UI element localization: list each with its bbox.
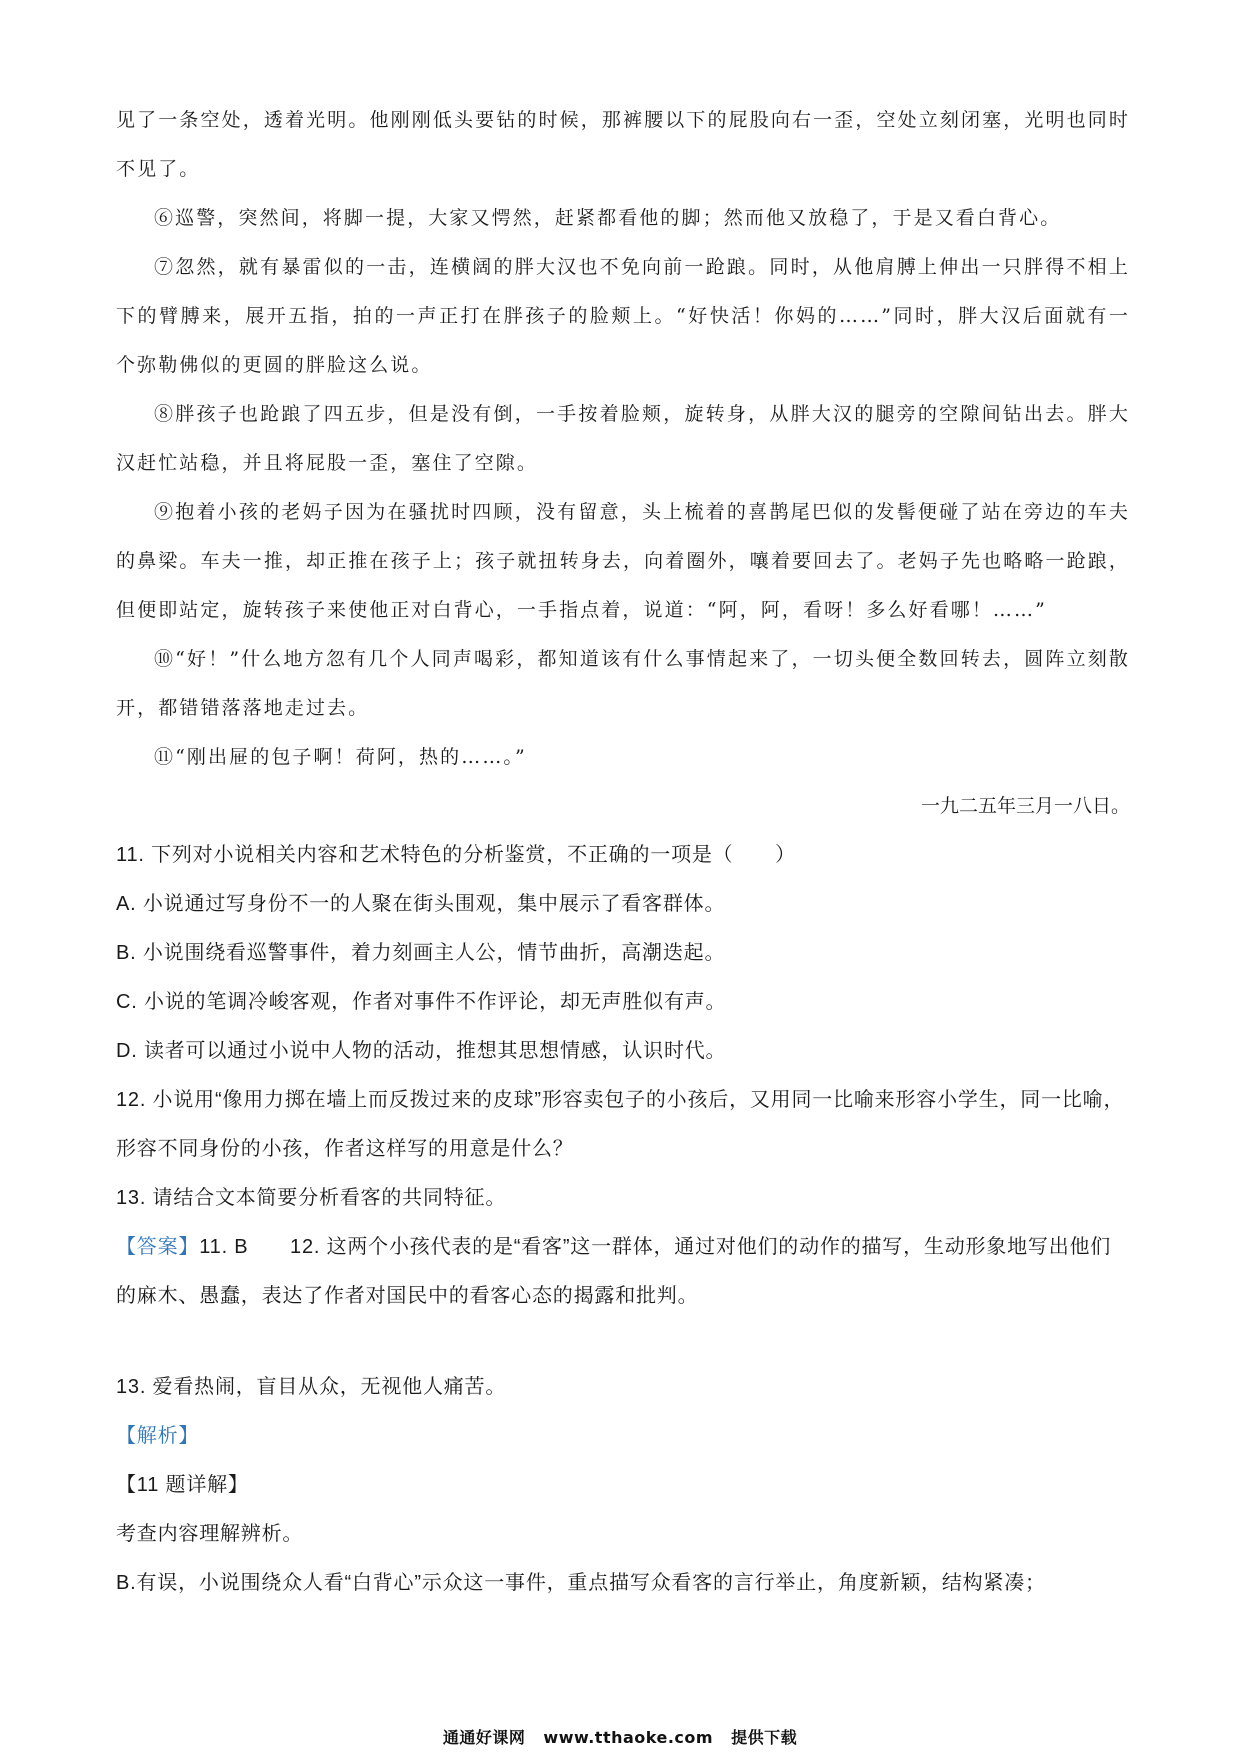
question-11-option-b: B. 小说围绕看巡警事件，着力刻画主人公，情节曲折，高潮迭起。: [116, 942, 726, 964]
page-footer: [0, 1725, 1240, 1748]
document-page: [116, 96, 1130, 1608]
story-paragraph-9: ⑨抱着小孩的老妈子因为在骚扰时四顾，没有留意，头上梳着的喜鹊尾巴似的发髻便碰了站在旁边的车夫的鼻梁。车夫一推，却正推在孩子上；孩子就扭转身去，向着圈外，嚷着要回去了。老妈子先也略略一跄踉，但便即站定，旋转孩子来使他正对白背心，一手指点着，说道：“阿，阿，看呀！多么好看哪！……”: [116, 501, 1130, 621]
question-11-option-d: D. 读者可以通过小说中人物的活动，推想其思想情感，认识时代。: [116, 1040, 727, 1062]
story-paragraph-8: ⑧胖孩子也跄踉了四五步，但是没有倒，一手按着脸颊，旋转身，从胖大汉的腿旁的空隙间钻出去。胖大汉赶忙站稳，并且将屁股一歪，塞住了空隙。: [116, 403, 1130, 474]
story-paragraph-7: ⑦忽然，就有暴雷似的一击，连横阔的胖大汉也不免向前一跄踉。同时，从他肩膊上伸出一只胖得不相上下的臂膊来，展开五指，拍的一声正打在胖孩子的脸颊上。“好快活！你妈的……”同时，胖大汉后面就有一个弥勒佛似的更圆的胖脸这么说。: [116, 256, 1130, 376]
story-paragraph-6: ⑥巡警，突然间，将脚一提，大家又愕然，赶紧都看他的脚；然而他又放稳了，于是又看白背心。: [154, 207, 1062, 229]
story-paragraph-10: ⑩“好！”什么地方忽有几个人同声喝彩，都知道该有什么事情起来了，一切头便全数回转去，圆阵立刻散开，都错错落落地走过去。: [116, 648, 1130, 719]
analysis-q11-option-b: B.有误，小说围绕众人看“白背心”示众这一事件，重点描写众看客的言行举止，角度新颖，结构紧凑；: [116, 1572, 1046, 1594]
question-11-option-a: A. 小说通过写身份不一的人聚在街头围观，集中展示了看客群体。: [116, 893, 726, 915]
answer-label: 【答案】: [116, 1236, 200, 1258]
analysis-label: 【解析】: [116, 1425, 200, 1447]
answer-13: 13. 爱看热闹，盲目从众，无视他人痛苦。: [116, 1376, 507, 1398]
analysis-q11-type: 考查内容理解辨析。: [116, 1523, 304, 1545]
answer-block: [116, 1223, 1130, 1321]
question-13: 13. 请结合文本简要分析看客的共同特征。: [116, 1187, 507, 1209]
spacer: [116, 1321, 1130, 1363]
footer-url[interactable]: www.tthaoke.com: [543, 1728, 714, 1747]
question-11-option-c: C. 小说的笔调冷峻客观，作者对事件不作评论，却无声胜似有声。: [116, 991, 727, 1013]
story-date: 一九二五年三月一八日。: [920, 795, 1130, 817]
story-paragraph-continued: 见了一条空处，透着光明。他刚刚低头要钻的时候，那裤腰以下的屁股向右一歪，空处立刻闭塞，光明也同时不见了。: [116, 109, 1130, 180]
answer-text: 11. B 12. 这两个小孩代表的是“看客”这一群体，通过对他们的动作的描写，生动形象地写出他们的麻木、愚蠢，表达了作者对国民中的看客心态的揭露和批判。: [116, 1236, 1112, 1307]
analysis-q11-heading: 【11 题详解】: [116, 1474, 249, 1496]
footer-suffix: 提供下载: [731, 1728, 798, 1747]
question-11: 11. 下列对小说相关内容和艺术特色的分析鉴赏，不正确的一项是（ ）: [116, 844, 796, 866]
story-paragraph-11: ⑪“刚出屉的包子啊！荷阿，热的……。”: [154, 746, 527, 768]
footer-site-name: 通通好课网: [442, 1728, 526, 1747]
question-12: 12. 小说用“像用力掷在墙上而反拨过来的皮球”形容卖包子的小孩后，又用同一比喻来形容小学生，同一比喻，形容不同身份的小孩，作者这样写的用意是什么？: [116, 1089, 1125, 1160]
